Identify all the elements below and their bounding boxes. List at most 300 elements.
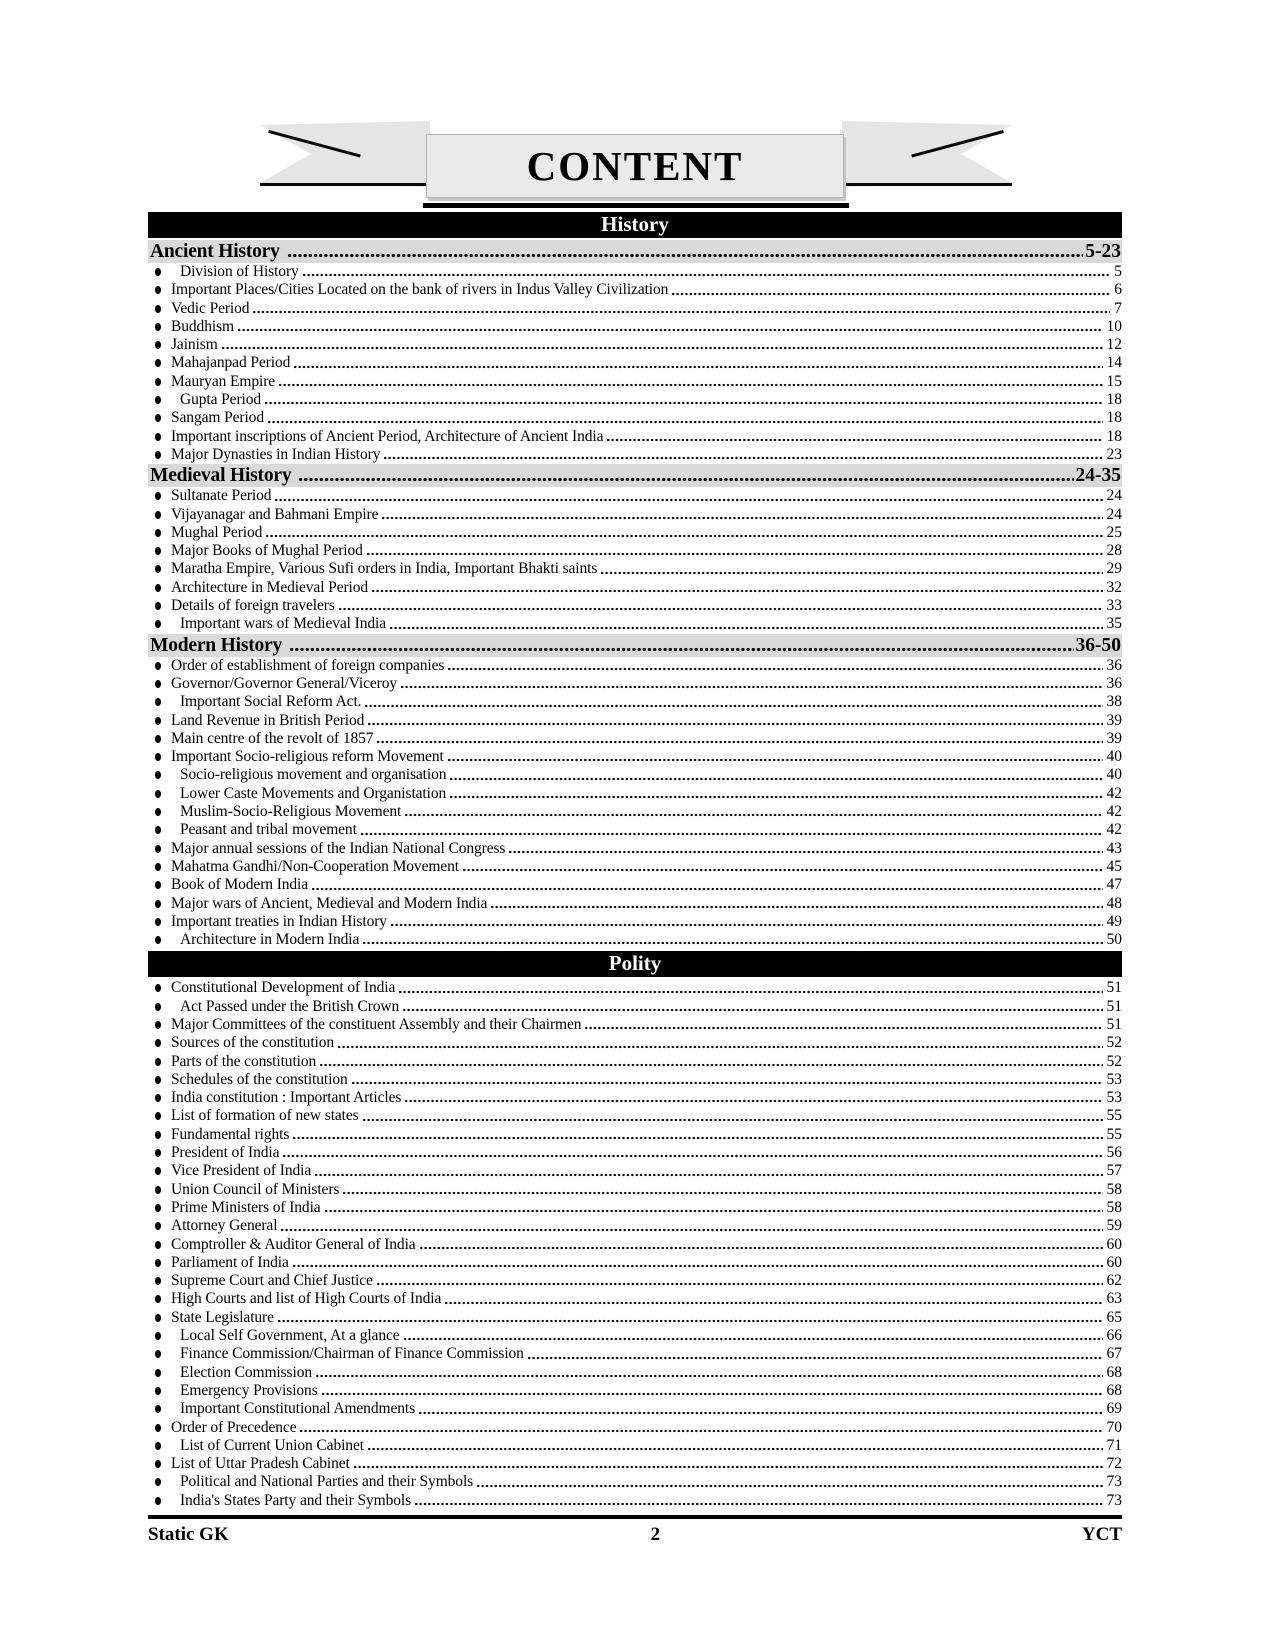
entry-label: Finance Commission/Chairman of Finance Commission [180, 1345, 524, 1363]
dot-leader [237, 327, 1103, 333]
entry-page: 33 [1106, 597, 1122, 615]
entry-page: 65 [1106, 1308, 1122, 1326]
toc-entry [148, 1181, 1122, 1199]
entry-page: 58 [1106, 1198, 1122, 1216]
bullet-icon [155, 845, 161, 853]
bullet-icon [155, 359, 161, 367]
entry-label: Book of Modern India [171, 876, 309, 894]
entry-label: Important treaties in Indian History [171, 912, 387, 930]
toc-entry [148, 560, 1122, 578]
toc-entry [148, 615, 1122, 633]
toc-entry [148, 876, 1122, 894]
dot-leader [462, 867, 1103, 873]
bullet-icon [155, 1350, 161, 1358]
toc-entry [148, 1455, 1122, 1473]
dot-leader [315, 1373, 1103, 1379]
entry-label: Election Commission [180, 1363, 312, 1381]
entry-label: India constitution : Important Articles [171, 1089, 402, 1107]
dot-leader [414, 1501, 1102, 1507]
dot-leader [444, 1300, 1102, 1306]
dot-leader [360, 831, 1103, 837]
dot-leader [376, 739, 1102, 745]
entry-label: Order of establishment of foreign companies [171, 656, 445, 674]
toc-entry [148, 675, 1122, 693]
entry-page: 6 [1114, 281, 1122, 299]
toc-entry [148, 821, 1122, 839]
toc-entry [148, 1400, 1122, 1418]
footer-page-number: 2 [650, 1524, 661, 1545]
entry-label: Governor/Governor General/Viceroy [171, 674, 398, 692]
section-bar-polity: Polity [148, 951, 1122, 977]
toc-entry [148, 693, 1122, 711]
entry-page: 63 [1106, 1290, 1122, 1308]
ribbon-left-icon [260, 121, 430, 187]
entry-page: 10 [1106, 317, 1122, 335]
dot-leader [287, 252, 1084, 259]
dot-leader [274, 497, 1102, 503]
toc-entry [148, 318, 1122, 336]
entry-page: 42 [1106, 821, 1122, 839]
entry-page: 55 [1106, 1107, 1122, 1125]
entry-page: 69 [1106, 1400, 1122, 1418]
dot-leader [367, 721, 1102, 727]
dot-leader [671, 291, 1110, 297]
entry-label: State Legislature [171, 1308, 274, 1326]
dot-leader [321, 1391, 1103, 1397]
bullet-icon [155, 1167, 161, 1175]
entry-page: 52 [1106, 1052, 1122, 1070]
bullet-icon [155, 1058, 161, 1066]
dot-leader [277, 1318, 1103, 1324]
bullet-icon [155, 451, 161, 459]
bullet-icon [155, 433, 161, 441]
dot-leader [265, 533, 1102, 539]
toc-entry [148, 1071, 1122, 1089]
entry-page: 56 [1106, 1144, 1122, 1162]
group-page-range: 5-23 [1085, 241, 1121, 262]
bullet-icon [155, 565, 161, 573]
toc-entry [148, 1364, 1122, 1382]
group-title: Ancient History [150, 241, 280, 262]
bullet-icon [155, 1314, 161, 1322]
entry-page: 38 [1106, 693, 1122, 711]
entry-label: Sangam Period [171, 409, 264, 427]
entry-page: 72 [1106, 1455, 1122, 1473]
toc-entry [148, 712, 1122, 730]
entry-page: 51 [1106, 979, 1122, 997]
dot-leader [292, 1263, 1103, 1269]
toc-entry [148, 336, 1122, 354]
toc-entry [148, 785, 1122, 803]
group-header [148, 240, 1122, 263]
entry-label: Order of Precedence [171, 1418, 297, 1436]
entry-page: 15 [1106, 372, 1122, 390]
dot-leader [527, 1355, 1103, 1361]
toc-entry [148, 730, 1122, 748]
bullet-icon [155, 717, 161, 725]
group-header [148, 464, 1122, 487]
dot-leader [293, 364, 1102, 370]
ribbon-flag [842, 121, 1012, 187]
toc-entry [148, 1236, 1122, 1254]
entry-label: Prime Ministers of India [171, 1198, 321, 1216]
toc-entry [148, 446, 1122, 464]
toc-entry [148, 979, 1122, 997]
bullet-icon [155, 735, 161, 743]
entry-label: List of Current Union Cabinet [180, 1436, 364, 1454]
dot-leader [400, 684, 1102, 690]
entry-page: 59 [1106, 1217, 1122, 1235]
toc-entry [148, 1199, 1122, 1217]
bullet-icon [155, 1204, 161, 1212]
toc-entry [148, 1290, 1122, 1308]
entry-page: 36 [1106, 656, 1122, 674]
entry-page: 50 [1106, 931, 1122, 949]
group-title: Modern History [150, 634, 283, 656]
entry-label: List of Uttar Pradesh Cabinet [171, 1455, 350, 1473]
dot-leader [366, 551, 1103, 557]
toc-entry [148, 998, 1122, 1016]
bullet-icon [155, 1241, 161, 1249]
dot-leader [402, 1007, 1102, 1013]
bullet-icon [155, 1149, 161, 1157]
entry-label: Comptroller & Auditor General of India [171, 1235, 416, 1253]
bullet-icon [155, 1387, 161, 1395]
bullet-icon [155, 753, 161, 761]
entry-label: Supreme Court and Chief Justice [171, 1272, 373, 1290]
toc-entry [148, 1144, 1122, 1162]
bullet-icon [155, 900, 161, 908]
toc-entry [148, 281, 1122, 299]
dot-leader [447, 757, 1103, 763]
bullet-icon [155, 1259, 161, 1267]
toc-entry [148, 524, 1122, 542]
toc-entry [148, 1126, 1122, 1144]
entry-page: 40 [1106, 766, 1122, 784]
entry-label: Main centre of the revolt of 1857 [171, 729, 374, 747]
bullet-icon [155, 918, 161, 926]
dot-leader [337, 1044, 1102, 1050]
toc-entry [148, 1034, 1122, 1052]
entry-label: Architecture in Medieval Period [171, 578, 369, 596]
bullet-icon [155, 771, 161, 779]
dot-leader [367, 1446, 1103, 1452]
bullet-icon [155, 1295, 161, 1303]
bullet-icon [155, 341, 161, 349]
bullet-icon [155, 662, 161, 670]
dot-leader [221, 345, 1103, 351]
bullet-icon [155, 396, 161, 404]
bullet-icon [155, 1112, 161, 1120]
dot-leader [508, 849, 1102, 855]
dot-leader [338, 606, 1103, 612]
entry-label: Mahatma Gandhi/Non-Cooperation Movement [171, 857, 459, 875]
entry-page: 5 [1114, 263, 1122, 280]
toc-entry [148, 1272, 1122, 1290]
entry-label: Local Self Government, At a glance [180, 1327, 400, 1345]
entry-label: Attorney General [171, 1217, 278, 1235]
dot-leader [381, 515, 1102, 521]
bullet-icon [155, 984, 161, 992]
toc-entry [148, 1089, 1122, 1107]
toc-entry [148, 597, 1122, 615]
dot-leader [292, 1135, 1102, 1141]
entry-label: Political and National Parties and their Symbols [180, 1473, 474, 1491]
entry-label: Vedic Period [171, 299, 250, 317]
dot-leader [490, 904, 1102, 910]
entry-label: Lower Caste Movements and Organistation [180, 784, 447, 802]
dot-leader [311, 886, 1102, 892]
entry-page: 62 [1106, 1272, 1122, 1290]
entry-label: Division of History [180, 263, 299, 280]
bullet-icon [155, 936, 161, 944]
bullet-icon [155, 602, 161, 610]
entry-page: 43 [1106, 839, 1122, 857]
ribbon-flag [260, 121, 430, 187]
bullet-icon [155, 529, 161, 537]
entry-page: 68 [1106, 1381, 1122, 1399]
dot-leader [476, 1483, 1102, 1489]
entry-label: President of India [171, 1144, 280, 1162]
section-bar-history: History [148, 212, 1122, 238]
entry-label: Sultanate Period [171, 487, 272, 505]
entry-page: 66 [1106, 1327, 1122, 1345]
entry-label: Union Council of Ministers [171, 1180, 340, 1198]
entry-label: Important Socio-religious reform Movement [171, 748, 444, 766]
dot-leader [280, 1227, 1102, 1233]
entry-page: 71 [1106, 1436, 1122, 1454]
bullet-icon [155, 826, 161, 834]
toc-entry [148, 428, 1122, 446]
entry-page: 40 [1106, 748, 1122, 766]
ribbon-line [260, 183, 433, 186]
toc-entry [148, 354, 1122, 372]
toc-entry [148, 263, 1122, 281]
toc-entry [148, 895, 1122, 913]
toc-entry [148, 1254, 1122, 1272]
bullet-icon [155, 1369, 161, 1377]
entry-page: 24 [1106, 505, 1122, 523]
dot-leader [584, 1025, 1102, 1031]
bullet-icon [155, 1460, 161, 1468]
entry-page: 36 [1106, 674, 1122, 692]
bullet-icon [155, 1094, 161, 1102]
entry-page: 32 [1106, 578, 1122, 596]
dot-leader [362, 940, 1102, 946]
entry-label: Mauryan Empire [171, 372, 276, 390]
toc-entry [148, 1217, 1122, 1235]
toc-entry [148, 766, 1122, 784]
dot-leader [376, 1281, 1103, 1287]
entry-label: Muslim-Socio-Religious Movement [180, 803, 402, 821]
bullet-icon [155, 808, 161, 816]
ribbon-line [839, 183, 1012, 186]
toc-entry [148, 1382, 1122, 1400]
dot-leader [418, 1410, 1102, 1416]
entry-label: Mughal Period [171, 523, 263, 541]
entry-label: Major Committees of the constituent Assembly and their Chairmen [171, 1015, 582, 1033]
entry-label: Gupta Period [180, 391, 262, 409]
bullet-icon [155, 698, 161, 706]
dot-leader [606, 437, 1102, 443]
bullet-icon [155, 1442, 161, 1450]
toc-entry [148, 391, 1122, 409]
entry-page: 49 [1106, 912, 1122, 930]
toc-entry [148, 1473, 1122, 1491]
entry-page: 18 [1106, 427, 1122, 445]
bullet-icon [155, 286, 161, 294]
entry-page: 70 [1106, 1418, 1122, 1436]
dot-leader [264, 400, 1102, 406]
toc-entry [148, 1016, 1122, 1034]
entry-label: Parliament of India [171, 1253, 289, 1271]
dot-leader [404, 1098, 1102, 1104]
toc-entry [148, 931, 1122, 949]
dot-leader [383, 455, 1102, 461]
entry-page: 60 [1106, 1253, 1122, 1271]
bullet-icon [155, 268, 161, 276]
toc-entry [148, 858, 1122, 876]
bullet-icon [155, 492, 161, 500]
dot-leader [390, 922, 1103, 928]
toc-entry [148, 1345, 1122, 1363]
dot-leader [252, 309, 1110, 315]
toc-entry [148, 300, 1122, 318]
entry-page: 47 [1106, 876, 1122, 894]
bullet-icon [155, 547, 161, 555]
entry-label: Important inscriptions of Ancient Period, Architecture of Ancient India [171, 427, 604, 445]
dot-leader [342, 1190, 1102, 1196]
page-title: CONTENT [526, 143, 744, 189]
dot-leader [302, 272, 1111, 278]
entry-label: Emergency Provisions [180, 1381, 318, 1399]
entry-page: 51 [1106, 1015, 1122, 1033]
bullet-icon [155, 1039, 161, 1047]
bullet-icon [155, 1405, 161, 1413]
entry-page: 55 [1106, 1125, 1122, 1143]
entry-page: 53 [1106, 1070, 1122, 1088]
toc-entry [148, 1162, 1122, 1180]
dot-leader [267, 419, 1103, 425]
entry-label: Buddhism [171, 317, 234, 335]
entry-label: Land Revenue in British Period [171, 711, 365, 729]
dot-leader [447, 666, 1102, 672]
entry-label: Mahajanpad Period [171, 354, 291, 372]
entry-label: Important wars of Medieval India [180, 615, 386, 633]
entry-label: Important Social Reform Act. [180, 693, 362, 711]
dot-leader [324, 1208, 1103, 1214]
group-page-range: 24-35 [1075, 465, 1121, 487]
toc-entry [148, 1419, 1122, 1437]
dot-leader [389, 625, 1103, 631]
footer-book-title: Static GK [148, 1524, 229, 1545]
group-header [148, 634, 1122, 657]
dot-leader [314, 1172, 1102, 1178]
toc [148, 210, 1122, 1510]
toc-entry [148, 409, 1122, 427]
bullet-icon [155, 1021, 161, 1029]
dot-leader [403, 1336, 1103, 1342]
entry-page: 28 [1106, 542, 1122, 560]
entry-page: 51 [1106, 997, 1122, 1015]
bullet-icon [155, 511, 161, 519]
entry-page: 7 [1114, 299, 1122, 317]
entry-page: 45 [1106, 857, 1122, 875]
bullet-icon [155, 790, 161, 798]
entry-label: Peasant and tribal movement [180, 821, 357, 839]
toc-entry [148, 1053, 1122, 1071]
entry-label: India's States Party and their Symbols [180, 1491, 412, 1509]
dot-leader [319, 1062, 1102, 1068]
bullet-icon [155, 1186, 161, 1194]
entry-label: Important Constitutional Amendments [180, 1400, 416, 1418]
ribbon-right-icon [842, 121, 1012, 187]
entry-page: 48 [1106, 894, 1122, 912]
toc-entry [148, 913, 1122, 931]
bullet-icon [155, 1277, 161, 1285]
entry-label: Maratha Empire, Various Sufi orders in India, Important Bhakti saints [171, 560, 598, 578]
dot-leader [278, 382, 1102, 388]
footer [148, 1524, 1122, 1546]
entry-page: 42 [1106, 784, 1122, 802]
entry-label: Vice President of India [171, 1162, 312, 1180]
dot-leader [404, 812, 1102, 818]
bullet-icon [155, 305, 161, 313]
dot-leader [449, 794, 1102, 800]
entry-page: 42 [1106, 803, 1122, 821]
bullet-icon [155, 1131, 161, 1139]
toc-entry [148, 748, 1122, 766]
entry-page: 18 [1106, 391, 1122, 409]
entry-page: 53 [1106, 1089, 1122, 1107]
toc-entry [148, 803, 1122, 821]
bullet-icon [155, 620, 161, 628]
bullet-icon [155, 680, 161, 688]
entry-page: 39 [1106, 711, 1122, 729]
title-underline [423, 203, 849, 208]
toc-entry [148, 1107, 1122, 1125]
entry-label: Vijayanagar and Bahmani Empire [171, 505, 379, 523]
bullet-icon [155, 1478, 161, 1486]
dot-leader [449, 776, 1102, 782]
toc-entry [148, 1437, 1122, 1455]
dot-leader [353, 1464, 1103, 1470]
entry-page: 24 [1106, 487, 1122, 505]
entry-label: Jainism [171, 336, 218, 354]
entry-label: Constitutional Development of India [171, 979, 396, 997]
bullet-icon [155, 863, 161, 871]
bullet-icon [155, 1222, 161, 1230]
dot-leader [298, 476, 1073, 483]
toc-entry [148, 506, 1122, 524]
toc-entry [148, 373, 1122, 391]
entry-page: 52 [1106, 1034, 1122, 1052]
bullet-icon [155, 1003, 161, 1011]
entry-label: Socio-religious movement and organisation [180, 766, 447, 784]
entry-label: Major Books of Mughal Period [171, 542, 363, 560]
entry-page: 12 [1106, 336, 1122, 354]
bullet-icon [155, 1424, 161, 1432]
dot-leader [398, 989, 1102, 995]
group-title: Medieval History [150, 465, 292, 487]
entry-page: 73 [1106, 1491, 1122, 1509]
footer-divider [148, 1515, 1122, 1519]
footer-publisher: YCT [1081, 1524, 1122, 1545]
bullet-icon [155, 584, 161, 592]
entry-label: List of formation of new states [171, 1107, 359, 1125]
entry-page: 35 [1106, 615, 1122, 633]
dot-leader [364, 703, 1102, 709]
